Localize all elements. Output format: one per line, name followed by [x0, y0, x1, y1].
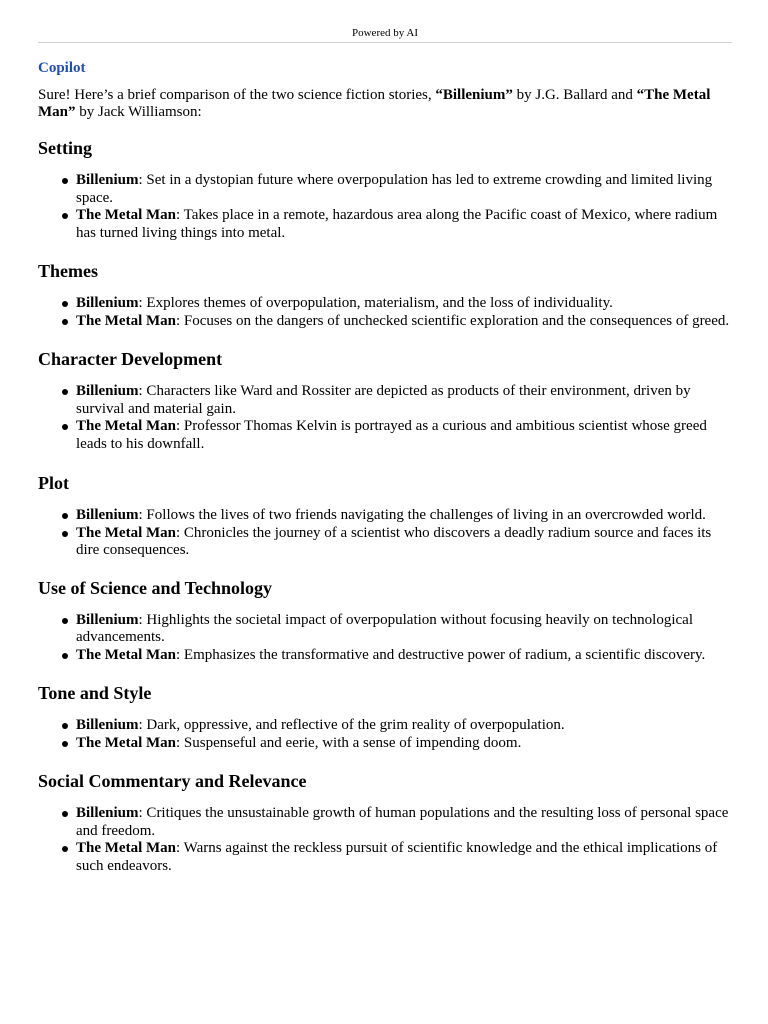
- item-term: The Metal Man: [76, 734, 176, 751]
- item-term: Billenium: [76, 805, 139, 821]
- item-term: The Metal Man: [76, 524, 176, 541]
- section-heading: Themes: [38, 261, 98, 281]
- bullet-list: [38, 717, 732, 752]
- item-term: Billenium: [76, 717, 139, 733]
- list-item: [76, 418, 732, 453]
- list-item: [76, 507, 732, 525]
- section-tone-style: [38, 682, 732, 752]
- item-text: : Set in a dystopian future where overpopulation has led to extreme crowding and limited living space.: [76, 172, 713, 206]
- section-heading: Setting: [38, 138, 92, 158]
- list-item: [76, 313, 732, 331]
- list-item: [76, 383, 732, 418]
- list-item: [76, 805, 732, 840]
- intro-paragraph: [38, 87, 732, 121]
- brand-name: Copilot: [38, 60, 86, 76]
- list-item: [76, 717, 732, 735]
- item-term: Billenium: [76, 172, 139, 188]
- section-themes: [38, 260, 732, 330]
- item-text: : Explores themes of overpopulation, materialism, and the loss of individuality.: [138, 295, 613, 311]
- section-science-technology: [38, 577, 732, 665]
- item-text: : Chronicles the journey of a scientist who discovers a deadly radium source and faces its dire consequences.: [76, 524, 712, 558]
- list-item: [76, 647, 732, 665]
- item-text: : Emphasizes the transformative and destructive power of radium, a scientific discovery.: [175, 646, 706, 663]
- bullet-list: [38, 507, 732, 560]
- item-text: : Professor Thomas Kelvin is portrayed as a curious and ambitious scientist whose greed leads to his downfall.: [76, 418, 707, 452]
- list-item: [76, 612, 732, 647]
- item-term: The Metal Man: [76, 418, 176, 434]
- list-item: [76, 840, 732, 875]
- section-heading: Social Commentary and Relevance: [38, 771, 307, 791]
- item-term: Billenium: [76, 507, 139, 523]
- bullet-list: [38, 612, 732, 665]
- item-text: : Characters like Ward and Rossiter are depicted as products of their environment, driven by survival and material gain.: [76, 383, 691, 417]
- item-term: Billenium: [76, 295, 139, 311]
- intro-text-2: by J.G. Ballard and: [512, 87, 637, 103]
- item-term: Billenium: [76, 611, 139, 628]
- bullet-list: [38, 172, 732, 242]
- item-text: : Suspenseful and eerie, with a sense of impending doom.: [175, 734, 522, 751]
- intro-text-1: Sure! Here’s a brief comparison of the two science fiction stories,: [38, 87, 436, 103]
- item-term: The Metal Man: [76, 646, 176, 663]
- bullet-list: [38, 805, 732, 875]
- list-item: [76, 525, 732, 560]
- item-text: : Warns against the reckless pursuit of scientific knowledge and the ethical implications of such endeavors.: [76, 840, 718, 874]
- list-item: [76, 295, 732, 313]
- bullet-list: [38, 383, 732, 453]
- item-term: The Metal Man: [76, 312, 176, 329]
- item-text: : Critiques the unsustainable growth of human populations and the resulting loss of personal space and freedom.: [76, 805, 729, 839]
- section-social-commentary: [38, 770, 732, 875]
- section-setting: [38, 137, 732, 242]
- section-plot: [38, 472, 732, 560]
- item-text: : Focuses on the dangers of unchecked scientific exploration and the consequences of greed.: [175, 312, 730, 329]
- list-item: [76, 735, 732, 753]
- intro-title-metal-man: “The Metal Man”: [38, 87, 711, 120]
- section-heading: Tone and Style: [38, 683, 152, 703]
- item-text: : Dark, oppressive, and reflective of the grim reality of overpopulation.: [138, 717, 565, 733]
- document-page: [38, 0, 732, 875]
- intro-text-3: by Jack Williamson:: [75, 104, 202, 120]
- list-item: [76, 172, 732, 207]
- item-term: The Metal Man: [76, 207, 176, 223]
- item-text: : Highlights the societal impact of overpopulation without focusing heavily on technological advancements.: [76, 611, 693, 645]
- item-text: : Follows the lives of two friends navigating the challenges of living in an overcrowded world.: [138, 507, 706, 523]
- section-heading: Character Development: [38, 349, 223, 369]
- section-heading: Plot: [38, 473, 69, 493]
- item-term: The Metal Man: [76, 840, 176, 856]
- section-character-development: [38, 348, 732, 453]
- list-item: [76, 207, 732, 242]
- page-header: [38, 0, 732, 40]
- item-term: Billenium: [76, 383, 139, 399]
- header-divider: [38, 42, 732, 43]
- item-text: : Takes place in a remote, hazardous area along the Pacific coast of Mexico, where radium has turned living things into metal.: [76, 207, 718, 241]
- intro-title-billenium: “Billenium”: [435, 87, 513, 103]
- bullet-list: [38, 295, 732, 330]
- powered-by-label: Powered by AI: [352, 27, 418, 39]
- section-heading: Use of Science and Technology: [38, 577, 273, 598]
